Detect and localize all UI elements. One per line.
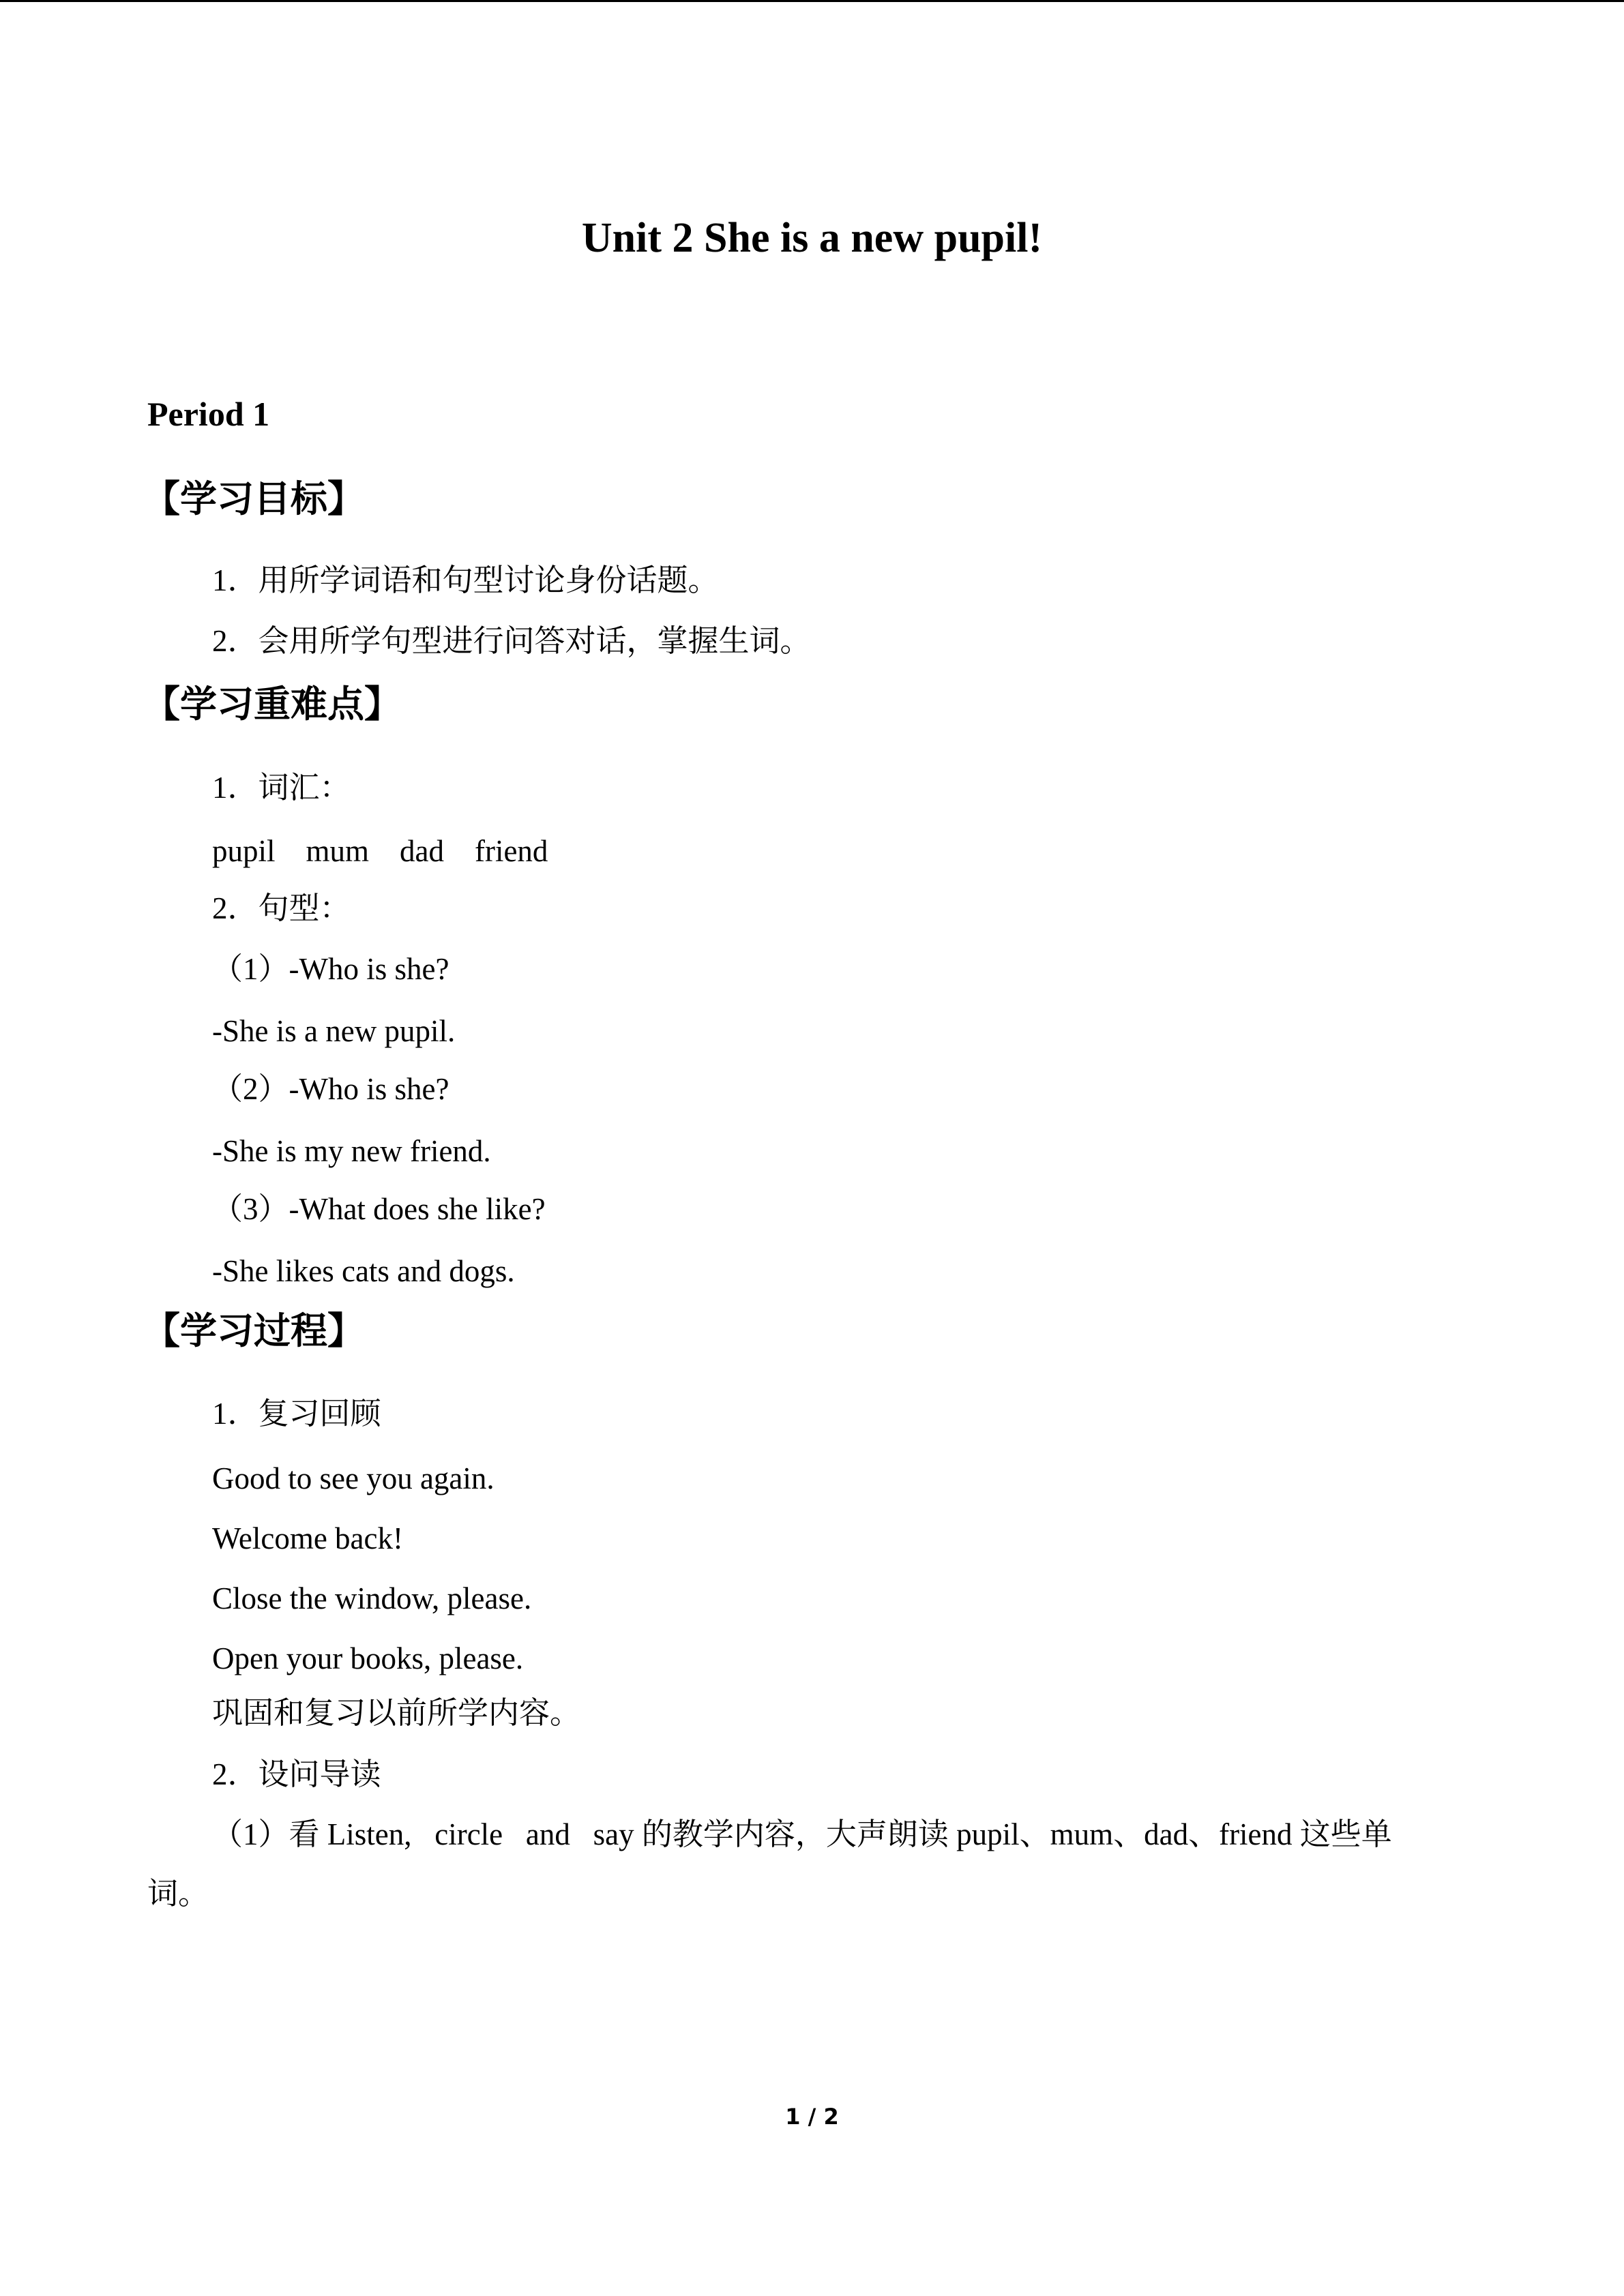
process-line: 1．复习回顾 (212, 1397, 381, 1431)
process-line: Close the window, please. (212, 1581, 532, 1615)
period-heading: Period 1 (147, 395, 270, 433)
sentence-line: （3）-What does she like? (212, 1192, 546, 1226)
process-paragraph-line: （1）看 Listen, circle and say 的教学内容，大声朗读 pupil、mum、dad、friend 这些单 (212, 1817, 1392, 1851)
process-line: Good to see you again. (212, 1461, 494, 1495)
key-point-line: 1．词汇： (212, 771, 351, 805)
process-line: 巩固和复习以前所学内容。 (212, 1696, 581, 1730)
top-border (0, 0, 1624, 2)
section-heading-process: 【学习过程】 (143, 1309, 364, 1352)
sentence-line: （1）-Who is she? (212, 952, 449, 986)
document-title: Unit 2 She is a new pupil! (581, 215, 1043, 261)
sentence-line: -She is my new friend. (212, 1134, 491, 1168)
process-line: Open your books, please. (212, 1641, 524, 1675)
section-heading-objectives: 【学习目标】 (143, 477, 364, 520)
process-line: 2．设问导读 (212, 1757, 381, 1791)
sentence-line: -She likes cats and dogs. (212, 1254, 515, 1288)
vocabulary-line: pupil mum dad friend (212, 834, 548, 868)
key-point-line: 2．句型： (212, 891, 351, 925)
objective-line: 2．会用所学句型进行问答对话，掌握生词。 (212, 624, 811, 658)
process-line: Welcome back! (212, 1521, 403, 1555)
page-number: 1 / 2 (785, 2104, 839, 2130)
sentence-line: （2）-Who is she? (212, 1072, 449, 1106)
process-paragraph-line: 词。 (147, 1877, 209, 1911)
sentence-line: -She is a new pupil. (212, 1014, 456, 1048)
objective-line: 1．用所学词语和句型讨论身份话题。 (212, 563, 719, 597)
section-heading-key-points: 【学习重难点】 (143, 683, 401, 726)
